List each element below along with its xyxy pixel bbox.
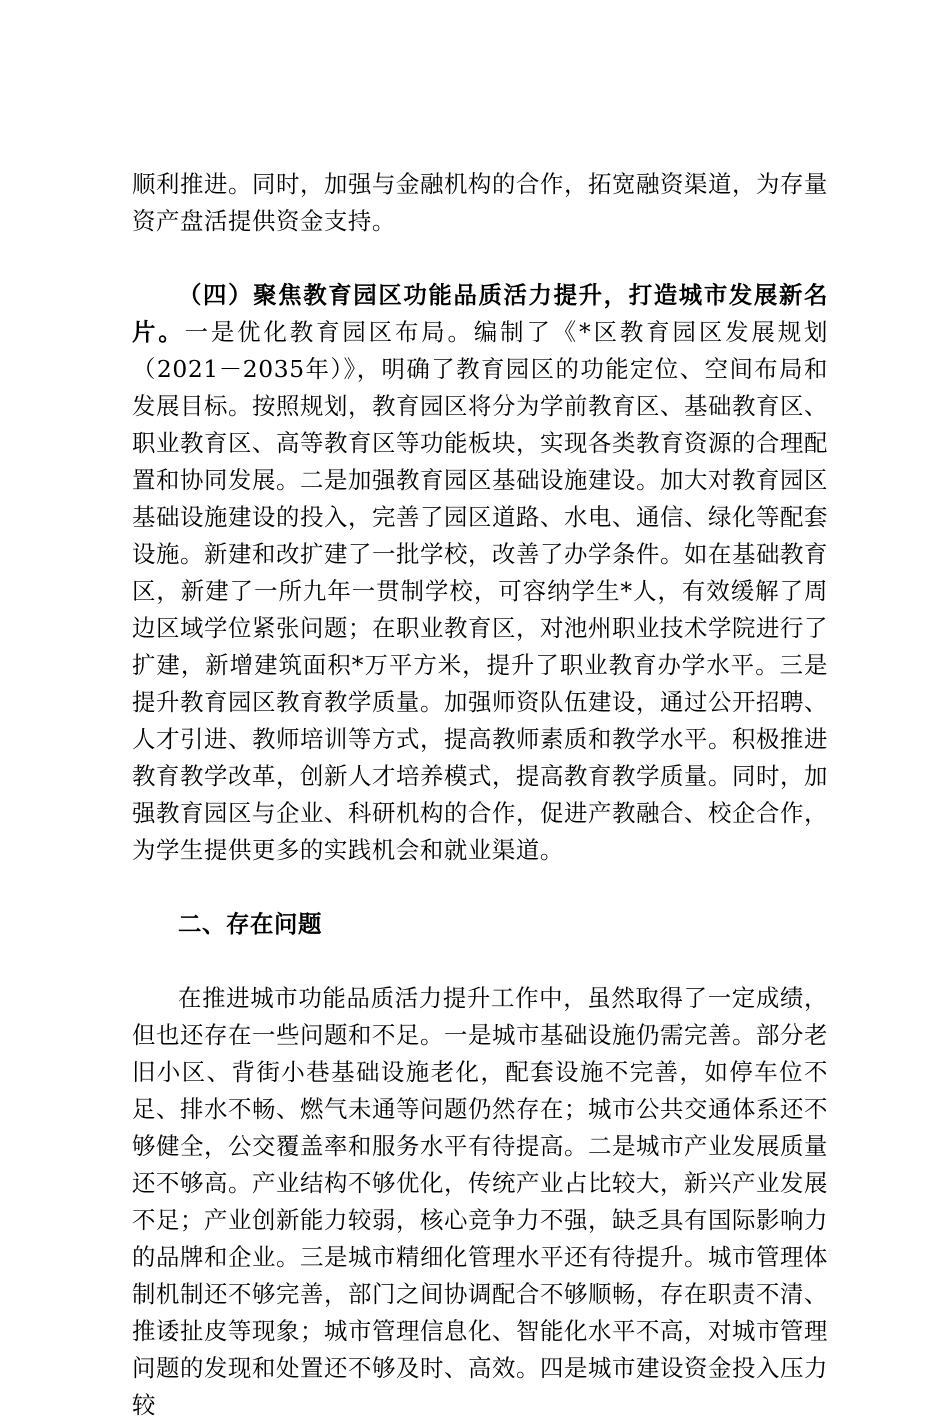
paragraph-spacer — [132, 943, 828, 980]
section-2-heading: 二、存在问题 — [178, 910, 322, 938]
section-4-heading: （四）聚焦教育园区功能品质活力提升，打造城市发展新名片。 — [132, 281, 828, 346]
section-4-body: 一是优化教育园区布局。编制了《*区教育园区发展规划（2021－2035年）》，明确了教育园区的功能定位、空间布局和发展目标。按照规划，教育园区将分为学前教育区、基础教育区、职业教育区、高等教育区等功能板块，实现各类教育资源的合理配置和协同发展。二是加强教育园区基础设施建设。加大对教育园区基础设施建设的投入，完善了园区道路、水电、通信、绿化等配套设施。新建和改扩建了一批学校，改善了办学条件。如在基础教育区，新建了一所九年一贯制学校，可容纳学生*人，有效缓解了周边区域学位紧张问题；在职业教育区，对池州职业技术学院进行了扩建，新增建筑面积*万平方米，提升了职业教育办学水平。三是提升教育园区教育教学质量。加强师资队伍建设，通过公开招聘、人才引进、教师培训等方式，提高教师素质和教学水平。积极推进教育教学改革，创新人才培养模式，提高教育教学质量。同时，加强教育园区与企业、科研机构的合作，促进产教融合、校企合作，为学生提供更多的实践机会和就业渠道。 — [132, 318, 828, 864]
paragraph-spacer — [132, 869, 828, 906]
problems-paragraph: 在推进城市功能品质活力提升工作中，虽然取得了一定成绩，但也还存在一些问题和不足。一是城市基础设施仍需完善。部分老旧小区、背街小巷基础设施老化，配套设施不完善，如停车位不足、排水不畅、燃气未通等问题仍然存在；城市公共交通体系还不够健全，公交覆盖率和服务水平有待提高。二是城市产业发展质量还不够高。产业结构不够优化，传统产业占比较大，新兴产业发展不足；产业创新能力较弱，核心竞争力不强，缺乏具有国际影响力的品牌和企业。三是城市精细化管理水平还有待提升。城市管理体制机制还不够完善，部门之间协调配合不够顺畅，存在职责不清、推诿扯皮等现象；城市管理信息化、智能化水平不高，对城市管理问题的发现和处置还不够及时、高效。四是城市建设资金投入压力较 — [132, 984, 828, 1419]
paragraph-continuation: 顺利推进。同时，加强与金融机构的合作，拓宽融资渠道，为存量资产盘活提供资金支持。 — [132, 170, 828, 235]
section-4-paragraph — [132, 277, 828, 869]
document-body — [132, 166, 828, 1424]
paragraph-spacer — [132, 240, 828, 277]
